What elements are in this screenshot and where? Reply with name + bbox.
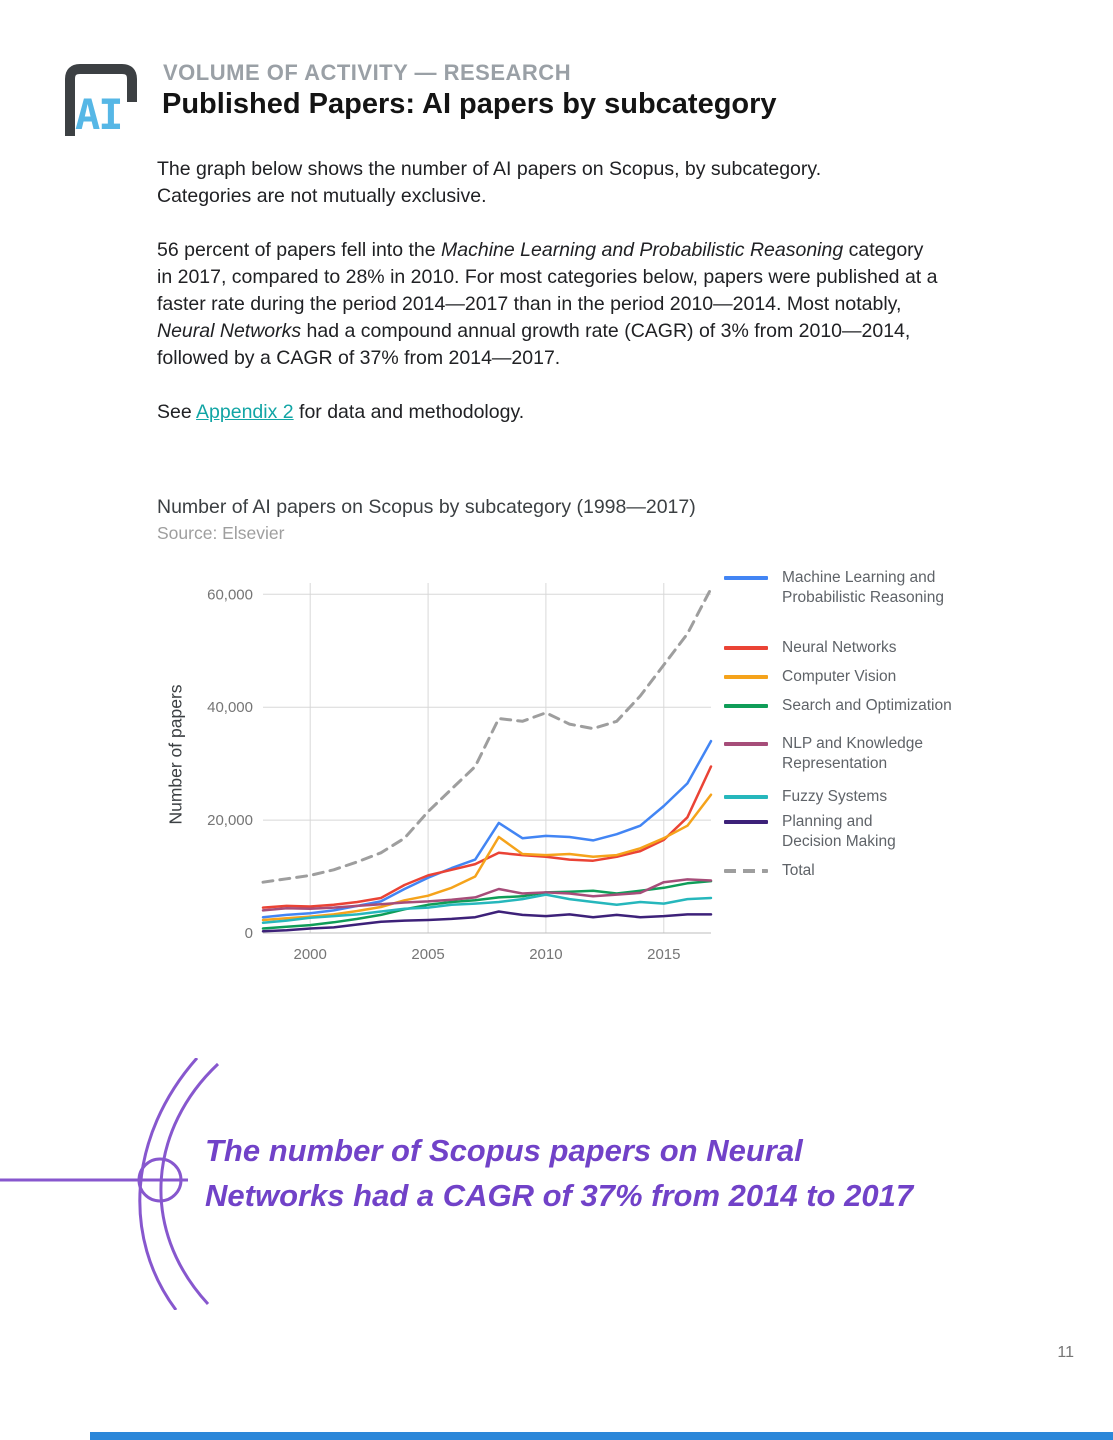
analysis-paragraph — [157, 237, 942, 372]
legend-label: Fuzzy Systems — [782, 788, 888, 805]
chart-title: Number of AI papers on Scopus by subcategory (1998—2017) — [157, 496, 696, 518]
pull-quote-text — [205, 1128, 1035, 1218]
legend-item — [724, 861, 986, 881]
svg-text:20,000: 20,000 — [207, 812, 253, 830]
appendix-paragraph — [157, 399, 942, 426]
legend-swatch — [724, 795, 768, 799]
chart-source: Source: Elsevier — [157, 523, 285, 543]
logo-letters: AI — [75, 90, 122, 139]
legend-item — [724, 734, 986, 774]
page-title: Published Papers: AI papers by subcategory — [162, 88, 777, 120]
quote-decoration-icon — [0, 1058, 240, 1310]
text-run: See — [157, 401, 197, 423]
legend-swatch — [724, 704, 768, 708]
text-run: 56 percent of papers fell into the — [157, 239, 442, 261]
legend-label: Computer Vision — [782, 668, 897, 685]
svg-text:2000: 2000 — [293, 946, 327, 963]
quote-line-2: Networks had a CAGR of 37% from 2014 to 2017 — [205, 1178, 914, 1213]
legend-item — [724, 812, 986, 852]
text-run: category in 2017, compared to 28% in 2010. For most categories below, papers were published at a faster rate during the period 2014—2017 than in the period 2010—2014. Most notably, — [157, 239, 938, 315]
legend-item — [724, 696, 986, 716]
text-run: had a compound annual growth rate (CAGR) of 3% from 2010—2014, followed by a CAGR of 37% from 2014—2017. — [157, 320, 911, 369]
svg-text:60,000: 60,000 — [207, 586, 253, 604]
svg-text:2010: 2010 — [529, 946, 563, 963]
legend-swatch — [724, 742, 768, 746]
italic-run-nn: Neural Networks — [157, 320, 302, 342]
intro-paragraph: The graph below shows the number of AI papers on Scopus, by subcategory. Categories are not mutually exclusive. — [157, 158, 822, 207]
y-axis-label: Number of papers — [165, 684, 186, 825]
legend-label: Search and Optimization — [782, 697, 952, 714]
legend-label: Total — [782, 862, 815, 879]
italic-run-ml: Machine Learning and Probabilistic Reasoning — [441, 239, 844, 261]
legend-label: Machine Learning and Probabilistic Reasoning — [782, 569, 944, 606]
legend-item — [724, 787, 986, 807]
svg-text:2015: 2015 — [647, 946, 681, 963]
legend-label: Neural Networks — [782, 639, 897, 656]
section-eyebrow: VOLUME OF ACTIVITY — RESEARCH — [163, 60, 572, 85]
legend-item — [724, 568, 986, 608]
chart-legend — [724, 568, 986, 881]
footer-accent-bar — [90, 1432, 1113, 1440]
legend-swatch — [724, 675, 768, 679]
quote-line-1: The number of Scopus papers on Neural — [205, 1133, 803, 1168]
line-chart — [165, 565, 728, 975]
legend-item — [724, 638, 986, 658]
appendix-link[interactable]: Appendix 2 — [196, 401, 294, 423]
legend-label: NLP and Knowledge Representation — [782, 735, 924, 772]
legend-swatch — [724, 820, 768, 824]
text-run: for data and methodology. — [293, 401, 525, 423]
body-text — [157, 156, 942, 453]
svg-text:2005: 2005 — [411, 946, 445, 963]
svg-text:40,000: 40,000 — [207, 699, 253, 717]
legend-swatch — [724, 869, 768, 873]
legend-item — [724, 667, 986, 687]
ai-index-logo — [60, 62, 142, 138]
page-number: 11 — [1057, 1344, 1074, 1361]
legend-label: Planning and Decision Making — [782, 813, 896, 850]
svg-text:0: 0 — [244, 925, 253, 942]
legend-swatch — [724, 576, 768, 580]
legend-swatch — [724, 646, 768, 650]
